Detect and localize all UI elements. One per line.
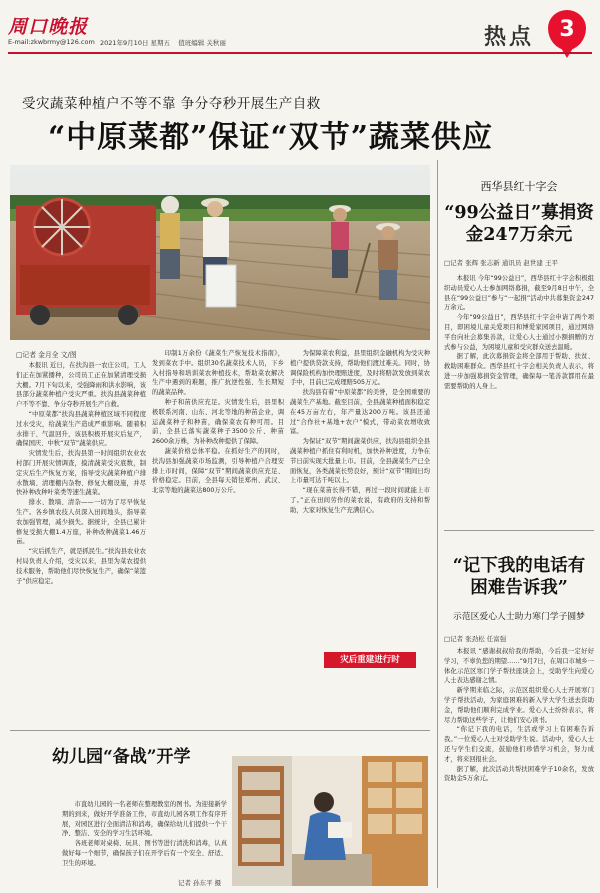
paragraph: 为保证“双节”期间蔬菜供应，扶沟县组织全县蔬菜种植户抓住有利时机，加快补种进度，力争在节日前实现大批量上市。目前，全县蔬菜生产已全面恢复，各类蔬菜长势良好，预计“双节”期间日均上市量可达千吨以上。 — [290, 438, 430, 485]
scholarship-headline: “记下我的电话有困难告诉我” — [452, 556, 586, 598]
masthead-rule — [8, 52, 592, 54]
kindergarten-body — [62, 800, 227, 876]
paragraph: 据了解，此次募捐资金将全部用于帮助、扶贫、救助困难群众。西华县红十字会相关负责人表示，将进一步加强募捐资金管理，确保每一笔善款都用在最需要帮助的人身上。 — [444, 353, 594, 390]
lead-byline: □记者 金月全 文/图 — [16, 351, 77, 359]
section-title: 热点 — [483, 24, 534, 50]
paragraph: “灾后抓生产，就是抓民生。”扶沟县农业农村局负责人介绍，受灾以来，县里为菜农提供技术服务，帮助他们尽快恢复生产，确保“菜篮子”供应稳定。 — [16, 548, 146, 585]
lead-kicker: 受灾蔬菜种植户不等不靠 争分夺秒开展生产自救 — [22, 96, 321, 112]
classroom-illustration — [232, 756, 428, 886]
lead-photo-farm-workers — [10, 165, 430, 340]
duty-editor: 值班编辑 关秋丽 — [178, 39, 226, 47]
lead-body-column-2 — [152, 349, 284, 749]
paragraph: “中原菜都”扶沟县蔬菜种植区域不同程度过水受灾，给蔬菜生产造成严重影响。随着积水排干、气温回升，该县积极开展灾后复产，确保国庆、中秋“双节”蔬菜供应。 — [16, 410, 146, 448]
scholarship-byline: □记者 张劲松 任富强 — [444, 635, 507, 643]
paragraph: 各班老师对桌椅、玩具、图书等进行清洗和消毒，认真做好每一个细节，确保孩子们在开学后有一个安全、舒适、卫生的环境。 — [62, 840, 227, 867]
red-cross-article — [444, 178, 594, 392]
kindergarten-headline: 幼儿园“备战”开学 — [52, 747, 191, 767]
lead-body-column-3 — [290, 349, 430, 629]
lead-body-column-1 — [16, 361, 146, 749]
red-cross-body — [444, 274, 594, 392]
lead-headline: “中原菜都”保证“双节”蔬菜供应 — [48, 120, 494, 155]
paragraph: “现在菜苗长得不错，再过一段时间就能上市了。”正在田间劳作的菜农说，有政府的支持和帮助，大家对恢复生产充满信心。 — [290, 487, 430, 514]
red-cross-kicker: 西华县红十字会 — [480, 180, 558, 193]
paragraph: 蔬菜价格总体平稳。在抓好生产的同时，扶沟县加强蔬菜市场监测，引导种植户合理安排上市时间，保障“双节”期间蔬菜供应充足、价格稳定。目前，全县每天销往郑州、武汉、北京等地的蔬菜达800万公斤。 — [152, 447, 284, 495]
farm-field-illustration — [10, 165, 430, 340]
paragraph: “你记下我的电话，生活或学习上有困难告诉我。”一位爱心人士对受助学生说。活动中，爱心人士还与学生们交流，鼓励他们珍惜学习机会，努力成才，将来回报社会。 — [444, 726, 594, 763]
scholarship-article — [444, 555, 594, 865]
red-cross-byline: □记者 张辉 张志新 通讯员 赵世建 王平 — [444, 259, 558, 267]
kindergarten-photo — [232, 756, 428, 886]
paragraph: 本报讯 今年“99公益日”，西华县红十字会积极组织动员爱心人士参加网络募捐，截至9月8日中午，全县在“99公益日”参与“一起捐”活动中共募集资金247万余元。 — [444, 275, 594, 312]
paragraph: 据了解，此次活动共帮扶困难学子10余名，发放资助金5万余元。 — [444, 765, 594, 783]
publication-info — [100, 38, 226, 47]
disaster-reconstruction-banner: 灾后重建进行时 — [324, 652, 416, 668]
paragraph: 为保障菜农利益，县里组织金融机构为受灾种植户提供贷款支持，帮助他们渡过难关。同时，协调保险机构加快理赔进度，及时将赔款发放到菜农手中，目前已完成理赔505万元。 — [290, 350, 430, 387]
paragraph: 排水、散墒、清杂——一切为了尽早恢复生产。各乡镇农技人员深入田间地头，指导菜农加强管理，减少损失。据统计，全县已累计修复受损大棚1.4万座，补种改种蔬菜1.46万亩。 — [16, 499, 146, 546]
paragraph: 新学期来临之际，示范区组织爱心人士开展寒门学子帮扶活动，为家庭困难的新入学大学生送去资助金，帮助他们顺利完成学业。爱心人士纷纷表示，将尽力帮助这些学子，让他们安心读书。 — [444, 687, 594, 724]
paragraph: 印制1万余份《蔬菜生产恢复技术指南》，发到菜农手中。组织30名蔬菜技术人员，下乡入村指导和培训菜农种植技术，帮助菜农解决生产中遇到的难题，推广抗逆性强、生长期短的蔬菜品种。 — [152, 350, 284, 397]
issue-date: 2021年9月10日 星期五 — [100, 39, 171, 47]
email: E-mail:zkwbrmy@126.com — [8, 38, 95, 46]
scholarship-subhead: 示范区爱心人士助力寒门学子圆梦 — [453, 612, 585, 622]
kindergarten-article — [10, 738, 430, 886]
paragraph: 市直幼儿园的一名老师在整理教室的图书。为迎接新学期的到来，做好开学准备工作，市直幼儿园各项工作有序开展，对园区进行全面清洁和消毒，确保给幼儿们提供一个干净、整洁、安全的学习生活环境。 — [62, 801, 227, 838]
newspaper-logo: 周口晚报 — [8, 16, 89, 38]
paragraph: 本报讯 “感谢叔叔给我的帮助，今后我一定好好学习，不辜负您的期望……”9月7日，在周口市城乡一体化示范区寒门学子帮扶座谈会上，受助学生向爱心人士表达感谢之情。 — [444, 648, 594, 685]
paragraph: 今年“99公益日”，西华县红十字会申请了两个项目，即困境儿童关爱项目和博爱家园项目，通过网络平台向社会募集善款，让爱心人士通过小额捐赠的方式参与公益，为困境儿童和受灾群众送去温暖。 — [444, 314, 594, 351]
paragraph: 种子和苗供应充足。灾情发生后，县里积极联系河南、山东、河北等地的种苗企业，调运蔬菜种子和种苗，确保菜农有种可用。目前，全县已落实蔬菜种子3500公斤、种苗2600余万株，为补种改种提供了保障。 — [152, 398, 284, 446]
section-divider — [444, 530, 594, 531]
kindergarten-byline: 记者 孙东平 摄 — [178, 879, 222, 887]
scholarship-body — [444, 647, 594, 865]
masthead — [8, 6, 592, 70]
red-cross-headline: “99公益日”募捐资金247万余元 — [444, 203, 594, 245]
paragraph: 灾情发生后，扶沟县第一时间组织农业农村部门开展灾情调查，摸清蔬菜受灾底数，制定灾后生产恢复方案，指导受灾蔬菜种植户排水散墒、清理棚内杂物、修复大棚设施，并尽快补种改种叶菜类等速生蔬菜。 — [16, 450, 146, 497]
column-divider — [437, 160, 438, 888]
page-number-badge: 3 — [548, 10, 586, 50]
paragraph: 扶沟县有着“中原菜都”的美誉，是全国重要的蔬菜生产基地。截至目前，全县蔬菜种植面积稳定在45万亩左右，年产量达200万吨。该县还通过“合作社+基地+农户”模式，带动菜农增收致富。 — [290, 389, 430, 436]
paragraph: 本报讯 近日，在扶沟县一农庄公司，工人们正在加紧播种，公司员工正在加紧清理受损大棚。7月下旬以来，受强降雨和洪水影响，该县部分蔬菜种植户受灾严重。扶沟县蔬菜种植户不等不靠、争分夺秒开展生产自救。 — [16, 362, 146, 409]
